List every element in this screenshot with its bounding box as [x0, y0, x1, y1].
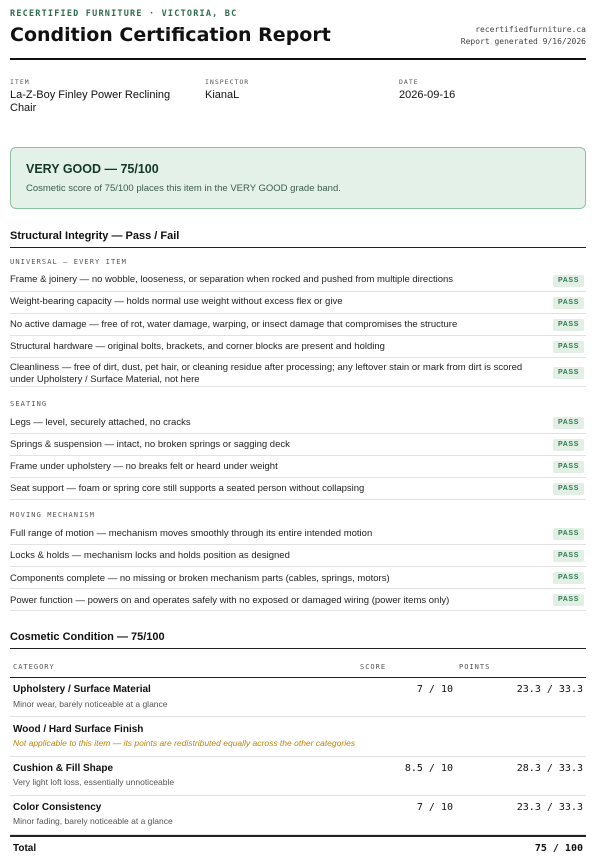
- column-header-points: POINTS: [459, 663, 491, 671]
- generated-date: Report generated 9/16/2026: [460, 37, 586, 46]
- category-note: Minor fading, barely noticeable at a glance: [13, 816, 173, 826]
- total-value: 75 / 100: [534, 843, 583, 854]
- pass-badge: PASS: [553, 367, 584, 379]
- pass-badge: PASS: [553, 275, 584, 287]
- check-row: [10, 336, 586, 358]
- check-text: Power function — powers on and operates safely with no exposed or damaged wiring (power items only): [10, 595, 450, 606]
- pass-badge: PASS: [553, 461, 584, 473]
- category-points: 23.3 / 33.3: [516, 684, 583, 695]
- header-divider: [10, 58, 586, 60]
- table-row: [10, 717, 586, 757]
- check-text: Components complete — no missing or broken mechanism parts (cables, springs, motors): [10, 573, 390, 584]
- pass-badge: PASS: [553, 550, 584, 562]
- group-label-seating: SEATING: [10, 400, 48, 408]
- date-label: DATE: [399, 78, 419, 86]
- check-row: [10, 589, 586, 611]
- category-name: Cushion & Fill Shape: [13, 763, 114, 774]
- pass-badge: PASS: [553, 572, 584, 584]
- category-note: Very light loft loss, essentially unnoticeable: [13, 777, 175, 787]
- check-text: Weight-bearing capacity — holds normal use weight without excess flex or give: [10, 296, 343, 307]
- check-text: Legs — level, securely attached, no cracks: [10, 417, 191, 428]
- column-header-category: CATEGORY: [13, 663, 55, 671]
- page-title: Condition Certification Report: [10, 24, 331, 46]
- check-text: Frame & joinery — no wobble, looseness, or separation when rocked and pushed from multiple directions: [10, 274, 454, 285]
- item-value: La-Z-Boy Finley Power Reclining Chair: [10, 89, 171, 114]
- site-url: recertifiedfurniture.ca: [475, 25, 586, 34]
- check-row: [10, 269, 586, 292]
- pass-badge: PASS: [553, 439, 584, 451]
- category-points: 23.3 / 33.3: [516, 802, 583, 813]
- check-text: Springs & suspension — intact, no broken springs or sagging deck: [10, 439, 290, 450]
- category-name: Wood / Hard Surface Finish: [13, 724, 144, 735]
- check-row: [10, 434, 586, 456]
- pass-badge: PASS: [553, 319, 584, 331]
- brand-line: RECERTIFIED FURNITURE · VICTORIA, BC: [10, 9, 238, 19]
- total-divider: [10, 835, 586, 837]
- pass-badge: PASS: [553, 594, 584, 606]
- check-text: Locks & holds — mechanism locks and holds position as designed: [10, 550, 290, 561]
- inspector-value: KianaL: [205, 89, 240, 101]
- structural-section-title: Structural Integrity — Pass / Fail: [10, 230, 180, 242]
- pass-badge: PASS: [553, 341, 584, 353]
- pass-badge: PASS: [553, 483, 584, 495]
- group-label-universal: UNIVERSAL — EVERY ITEM: [10, 258, 127, 266]
- check-row: [10, 314, 586, 336]
- structural-divider: [10, 247, 586, 248]
- check-text: Cleanliness — free of dirt, dust, pet hair, or cleaning residue after processing; any leftover stain or mark from dirt is scored under Upholstery / Surface Material, not here: [10, 362, 523, 385]
- check-text: Full range of motion — mechanism moves smoothly through its entire intended motion: [10, 528, 373, 539]
- check-row: [10, 545, 586, 567]
- category-score: 7 / 10: [416, 684, 453, 695]
- grade-title: VERY GOOD — 75/100: [26, 162, 159, 176]
- category-name: Color Consistency: [13, 802, 102, 813]
- cosmetic-section-title: Cosmetic Condition — 75/100: [10, 631, 165, 643]
- check-text: Frame under upholstery — no breaks felt or heard under weight: [10, 461, 278, 472]
- check-text: No active damage — free of rot, water damage, warping, or insect damage that compromises the structure: [10, 319, 458, 330]
- item-label: ITEM: [10, 78, 30, 86]
- column-header-score: SCORE: [360, 663, 387, 671]
- category-points: 28.3 / 33.3: [516, 763, 583, 774]
- check-row: [10, 358, 586, 387]
- check-row: [10, 411, 586, 434]
- check-row: [10, 478, 586, 500]
- date-value: 2026-09-16: [399, 89, 456, 101]
- group-label-moving-mechanism: MOVING MECHANISM: [10, 511, 96, 519]
- pass-badge: PASS: [553, 417, 584, 429]
- check-row: [10, 567, 586, 589]
- table-row: [10, 678, 586, 717]
- inspector-label: INSPECTOR: [205, 78, 250, 86]
- pass-badge: PASS: [553, 528, 584, 540]
- check-row: [10, 522, 586, 545]
- category-name: Upholstery / Surface Material: [13, 684, 151, 695]
- check-text: Seat support — foam or spring core still supports a seated person without collapsing: [10, 483, 365, 494]
- category-note-not-applicable: Not applicable to this item — its points are redistributed equally across the other categories: [13, 738, 356, 748]
- cosmetic-divider: [10, 648, 586, 649]
- check-row: [10, 456, 586, 478]
- grade-summary-box: [10, 147, 586, 209]
- category-score: 8.5 / 10: [404, 763, 453, 774]
- total-label: Total: [13, 843, 37, 854]
- category-score: 7 / 10: [416, 802, 453, 813]
- table-row: [10, 796, 586, 835]
- check-text: Structural hardware — original bolts, brackets, and corner blocks are present and holding: [10, 341, 385, 352]
- category-note: Minor wear, barely noticeable at a glance: [13, 699, 168, 709]
- pass-badge: PASS: [553, 297, 584, 309]
- check-row: [10, 292, 586, 314]
- grade-description: Cosmetic score of 75/100 places this item in the VERY GOOD grade band.: [26, 183, 341, 194]
- table-row: [10, 757, 586, 796]
